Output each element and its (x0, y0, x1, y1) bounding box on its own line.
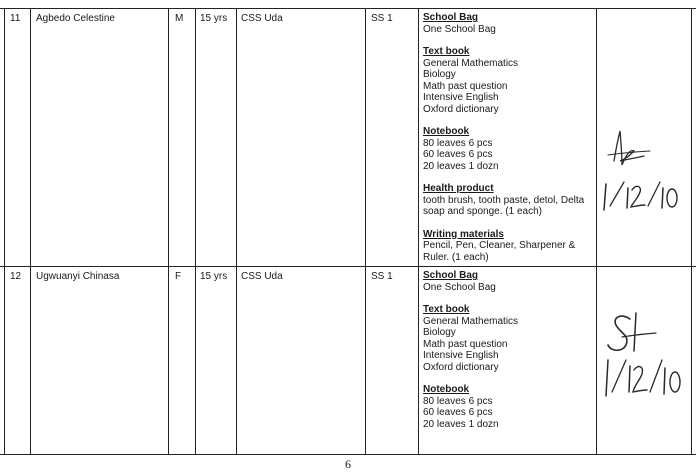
item-heading: Writing materials (423, 228, 504, 240)
page-number: 6 (345, 457, 351, 471)
school: CSS Uda (241, 271, 283, 282)
column-border (418, 8, 419, 454)
item-heading: Notebook (423, 384, 470, 395)
serial-number: 11 (10, 13, 21, 24)
age: 15 yrs (200, 13, 228, 24)
item-line: General Mathematics (423, 315, 519, 327)
item-heading: Text book (423, 46, 470, 57)
item-line: Ruler. (1 each) (423, 251, 489, 263)
item-group (423, 304, 518, 373)
column-border (30, 8, 31, 454)
item-line: Biology (423, 69, 456, 80)
item-line: Pencil, Pen, Cleaner, Sharpener & (423, 240, 576, 251)
item-line: One School Bag (423, 281, 496, 293)
school: CSS Uda (241, 13, 283, 24)
sex: M (175, 13, 184, 24)
age: 15 yrs (200, 271, 228, 282)
item-heading: School Bag (423, 270, 479, 281)
item-line: Math past question (423, 80, 508, 92)
item-line: 60 leaves 6 pcs (423, 407, 493, 418)
handwritten-date (598, 352, 688, 402)
column-border (168, 8, 169, 454)
item-heading: Notebook (423, 126, 470, 137)
item-line: Intensive English (423, 350, 499, 361)
item-line: 20 leaves 1 dozn (423, 418, 499, 430)
item-line: 60 leaves 6 pcs (423, 149, 493, 160)
column-border (4, 8, 5, 454)
item-group (423, 384, 518, 430)
item-line: 80 leaves 6 pcs (423, 395, 493, 407)
item-group (423, 229, 584, 264)
column-border (195, 8, 196, 454)
items-list (423, 12, 584, 263)
item-heading: Health product (423, 183, 494, 194)
item-heading: School Bag (423, 12, 479, 23)
item-group (423, 270, 518, 293)
item-line: Math past question (423, 338, 508, 350)
row-divider (0, 266, 696, 267)
item-line: Biology (423, 327, 456, 338)
item-line: 20 leaves 1 dozn (423, 160, 499, 172)
column-border (691, 8, 692, 454)
item-line: One School Bag (423, 23, 496, 35)
item-line: General Mathematics (423, 57, 519, 69)
handwritten-date (598, 176, 688, 216)
student-name: Agbedo Celestine (36, 13, 115, 24)
item-line: 80 leaves 6 pcs (423, 137, 493, 149)
serial-number: 12 (10, 271, 22, 282)
table-bottom-border (0, 454, 696, 455)
class: SS 1 (371, 13, 393, 24)
item-group (423, 46, 584, 115)
sex: F (175, 271, 182, 282)
column-border (236, 8, 237, 454)
item-line: soap and sponge. (1 each) (423, 206, 542, 217)
column-border (596, 8, 597, 454)
item-group (423, 183, 584, 218)
item-group (423, 126, 584, 172)
item-line: Oxford dictionary (423, 103, 499, 115)
item-heading: Text book (423, 304, 470, 315)
item-line: tooth brush, tooth paste, detol, Delta (423, 194, 585, 206)
table-top-border (0, 8, 696, 9)
class: SS 1 (371, 271, 393, 282)
student-name: Ugwuanyi Chinasa (36, 271, 120, 282)
column-border (365, 8, 366, 454)
item-line: Oxford dictionary (423, 361, 499, 373)
item-line: Intensive English (423, 92, 499, 103)
items-list (423, 270, 518, 430)
item-group (423, 12, 584, 35)
